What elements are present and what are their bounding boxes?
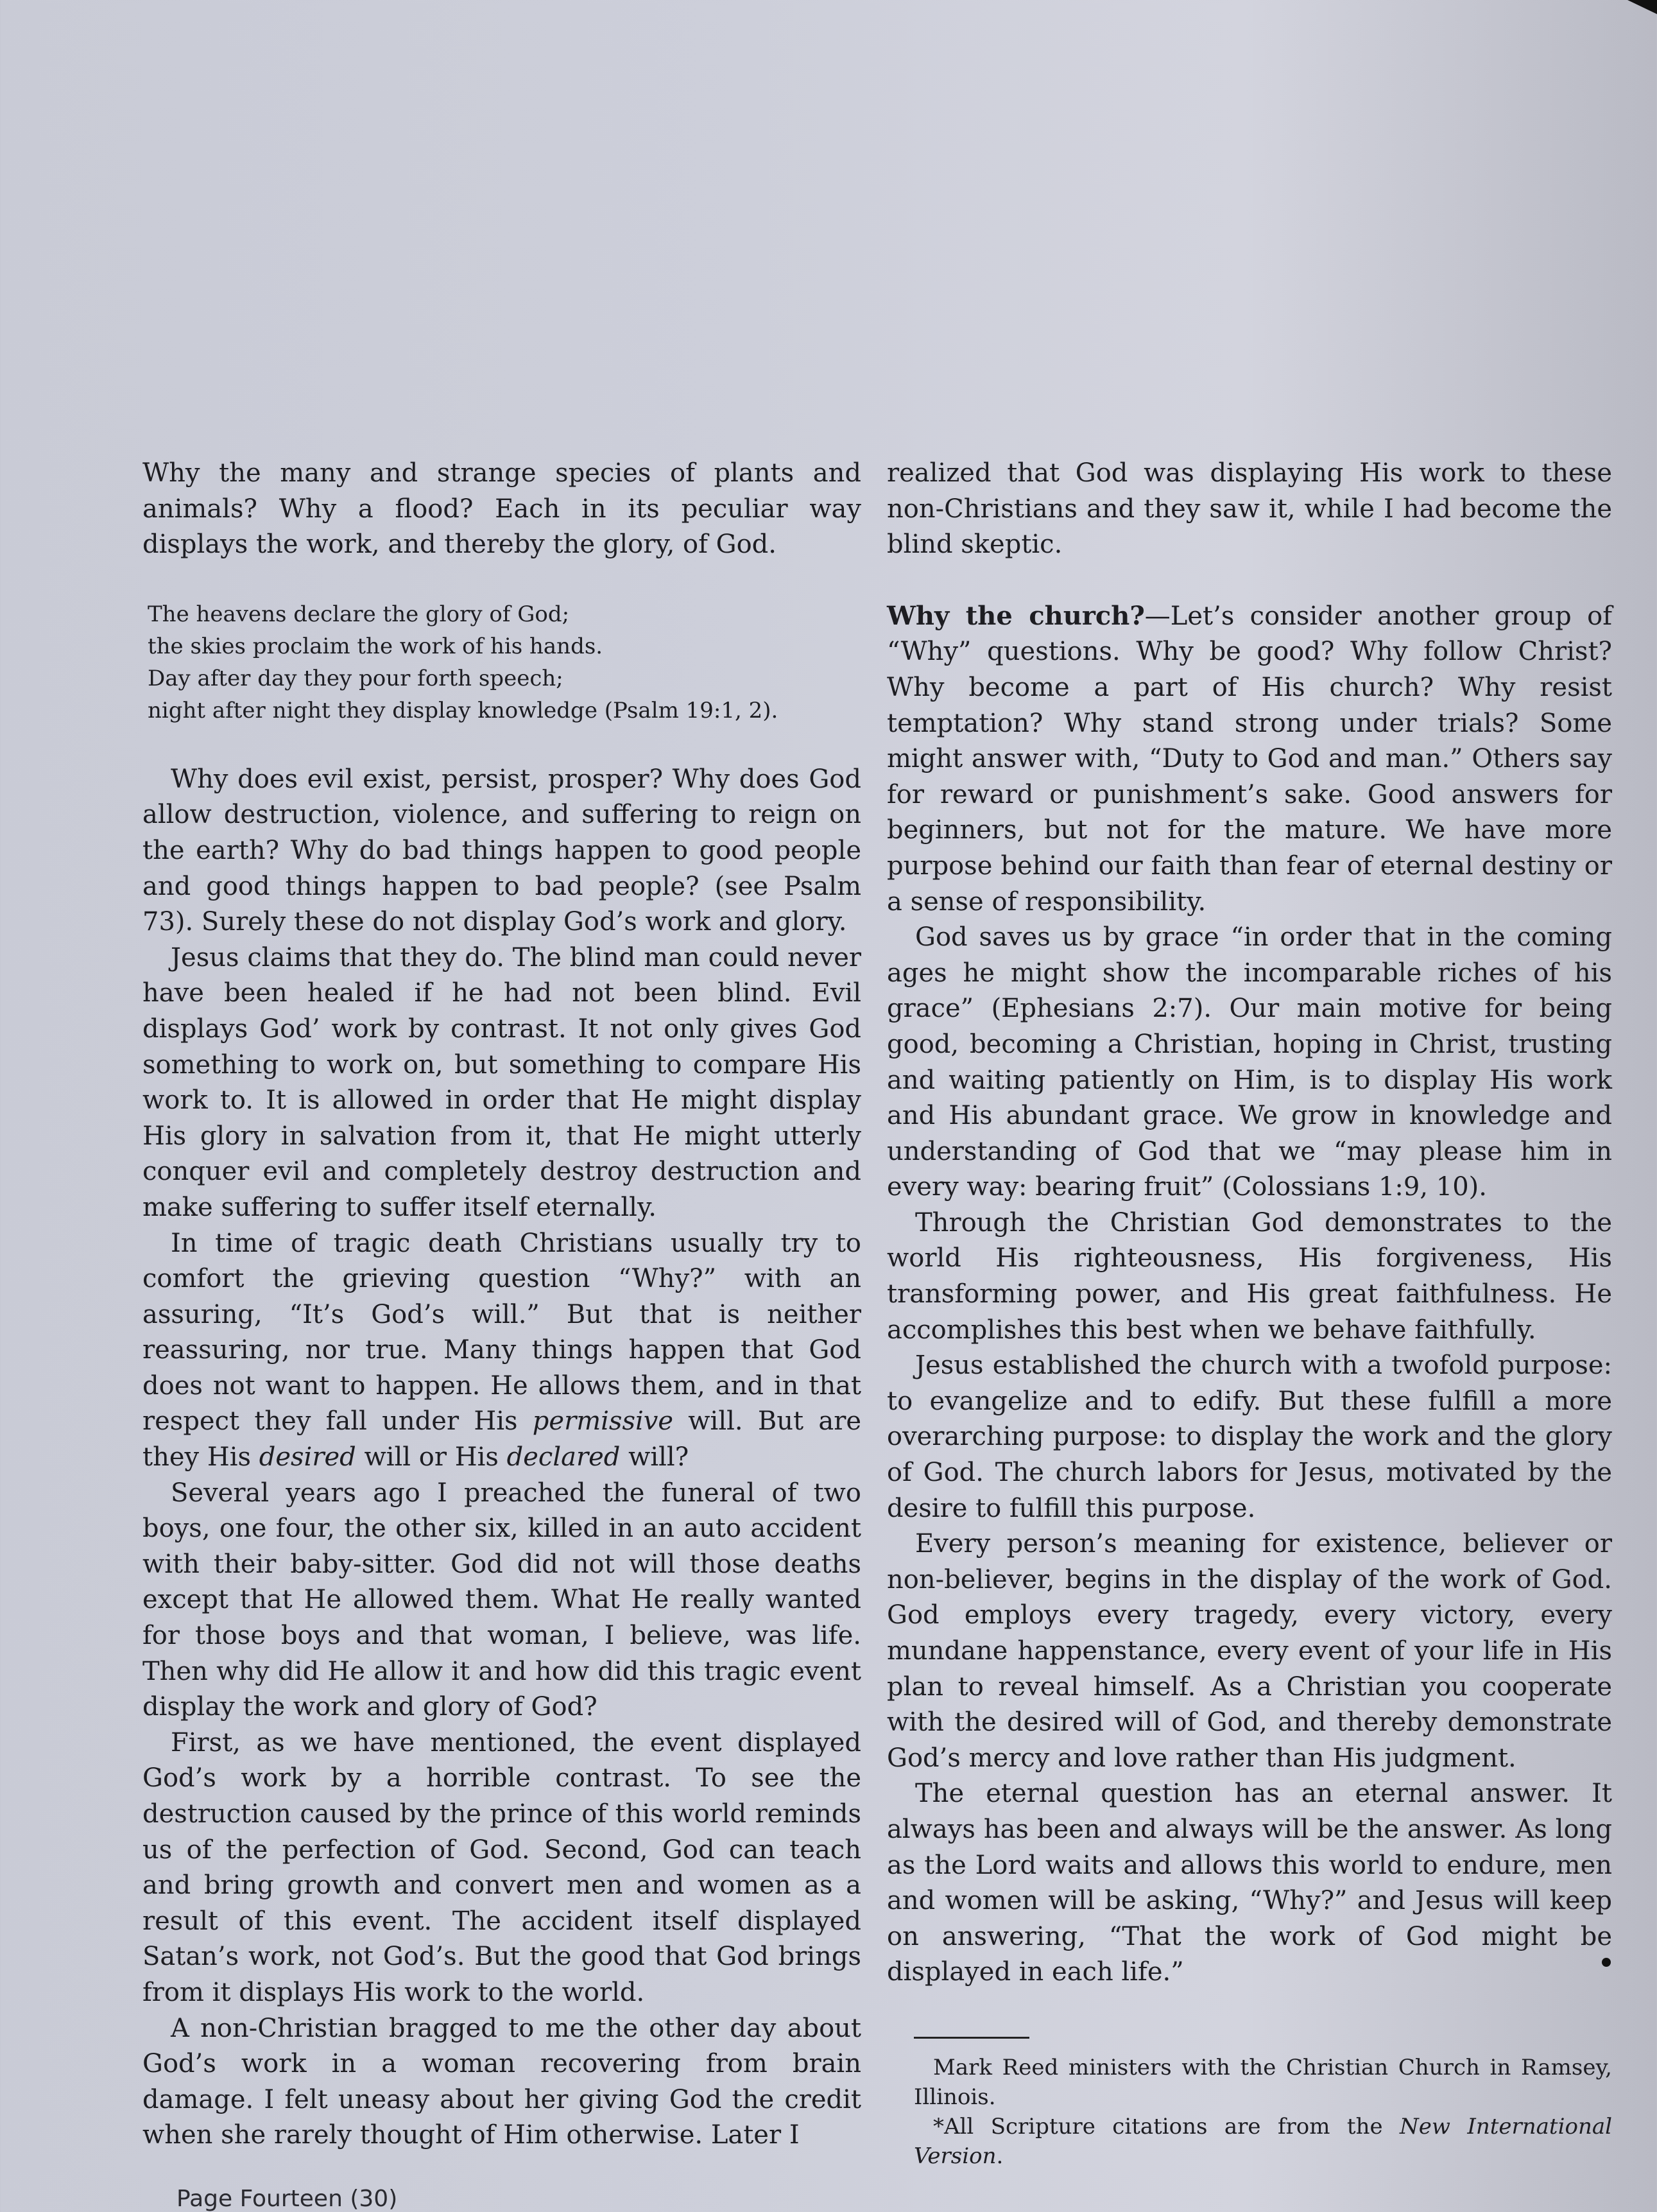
footnote-divider [914, 2037, 1029, 2039]
left-column [142, 456, 861, 2154]
paragraph [142, 1226, 861, 1476]
text-run: In time of tragic death Christians usually try to comfort the grieving question “Why?” with an assuring, “It’s God’s will.” But that is neither reassuring, nor true. Many things happen that God does not want to happen. He allows them, and in that respect they fall under His [142, 1228, 861, 1437]
paragraph: realized that God was displaying His work to these non-Christians and they saw it, while I had become the blind skeptic. [887, 458, 1612, 560]
page-number: Page Fourteen (30) [176, 2186, 398, 2212]
paragraph: Through the Christian God demonstrates to the world His righteousness, His forgiveness, His transforming power, and His great faithfulness. He accomplishes this best when we behave faithfully. [887, 1207, 1612, 1345]
scripture-quote [148, 598, 861, 727]
text-run: will. But are they His [142, 1406, 861, 1473]
quote-line: night after night they display knowledge (Psalm 19:1, 2). [148, 697, 778, 723]
emphasis-desired: desired [259, 1442, 356, 1473]
corner-mark [1627, 0, 1657, 14]
text-run: . [996, 2143, 1004, 2169]
quote-line: the skies proclaim the work of his hands. [148, 633, 603, 659]
version-name: New International Version [914, 2113, 1612, 2169]
emphasis-declared: declared [506, 1442, 621, 1473]
paragraph: Several years ago I preached the funeral of two boys, one four, the other six, killed in an auto accident with their baby-sitter. God did not will those deaths except that He allowed them. What He really wanted for those boys and that woman, I believe, was life. Then why did He allow it and how did this tragic event display the work and glory of God? [142, 1478, 861, 1722]
right-column [887, 456, 1612, 2171]
quote-line: Day after day they pour forth speech; [148, 665, 563, 691]
paragraph: Jesus established the church with a twofold purpose: to evangelize and to edify. But these fulfill a more overarching purpose: to display the work and the glory of God. The church labors for Jesus, motivated by the desire to fulfill this purpose. [887, 1351, 1612, 1523]
section-heading: Why the church? [887, 600, 1145, 631]
paragraph: God saves us by grace “in order that in the coming ages he might show the incomparable riches of his grace” (Ephesians 2:7). Our main motive for being good, becoming a Christian, hoping in Christ, trusting and waiting patiently on Him, is to display His work and His abundant grace. We grow in knowledge and understanding of God that we “may please him in every way: bearing fruit” (Colossians 1:9, 10). [887, 922, 1612, 1202]
author-footnote: Mark Reed ministers with the Christian Church in Ramsey, Illinois. [914, 2054, 1612, 2110]
text-run: *All Scripture citations are from the [933, 2113, 1400, 2139]
paragraph: Jesus claims that they do. The blind man could never have been healed if he had not been blind. Evil displays God’ work by contrast. It not only gives God something to work on, but something to compare His work to. It is allowed in order that He might display His glory in salvation from it, that He might utterly conquer evil and completely destroy destruction and make suffering to suffer itself eternally. [142, 942, 861, 1222]
end-mark [1602, 1958, 1611, 1967]
text-run: —Let’s consider another group of “Why” questions. Why be good? Why follow Christ? Why become a part of His church? Why resist temptation? Why stand strong under trials? Some might answer with, “Duty to God and man.” Others say for reward or punishment’s sake. Good answers for beginners, but not for the mature. We have more purpose behind our faith than fear of eternal destiny or a sense of responsibility. [887, 601, 1612, 917]
emphasis-permissive: permissive [532, 1406, 674, 1437]
paragraph: Why the many and strange species of plants and animals? Why a flood? Each in its peculiar way displays the work, and thereby the glory, of God. [142, 458, 861, 560]
section-paragraph [887, 598, 1612, 920]
text-run: will or His [356, 1442, 507, 1473]
quote-line: The heavens declare the glory of God; [148, 601, 570, 627]
paragraph: First, as we have mentioned, the event displayed God’s work by a horrible contrast. To see the destruction caused by the prince of this world reminds us of the perfection of God. Second, God can teach and bring growth and convert men and women as a result of this event. The accident itself displayed Satan’s work, not God’s. But the good that God brings from it displays His work to the world. [142, 1727, 861, 2007]
text-run: will? [620, 1442, 689, 1473]
paragraph: A non-Christian bragged to me the other day about God’s work in a woman recovering from brain damage. I felt uneasy about her giving God the credit when she rarely thought of Him otherwise. Later I [142, 2013, 861, 2150]
scripture-footnote [914, 2112, 1612, 2171]
paragraph: Why does evil exist, persist, prosper? Why does God allow destruction, violence, and suffering to reign on the earth? Why do bad things happen to good people and good things happen to bad people? (see Psalm 73). Surely these do not display God’s work and glory. [142, 764, 861, 937]
paragraph: The eternal question has an eternal answer. It always has been and always will be the answer. As long as the Lord waits and allows this world to endure, men and women will be asking, “Why?” and Jesus will keep on answering, “That the work of God might be displayed in each life.” [887, 1779, 1612, 1987]
paragraph: Every person’s meaning for existence, believer or non-believer, begins in the display of the work of God. God employs every tragedy, every victory, every mundane happenstance, every event of your life in His plan to reveal himself. As a Christian you cooperate with the desired will of God, and thereby demonstrate God’s mercy and love rather than His judgment. [887, 1529, 1612, 1773]
